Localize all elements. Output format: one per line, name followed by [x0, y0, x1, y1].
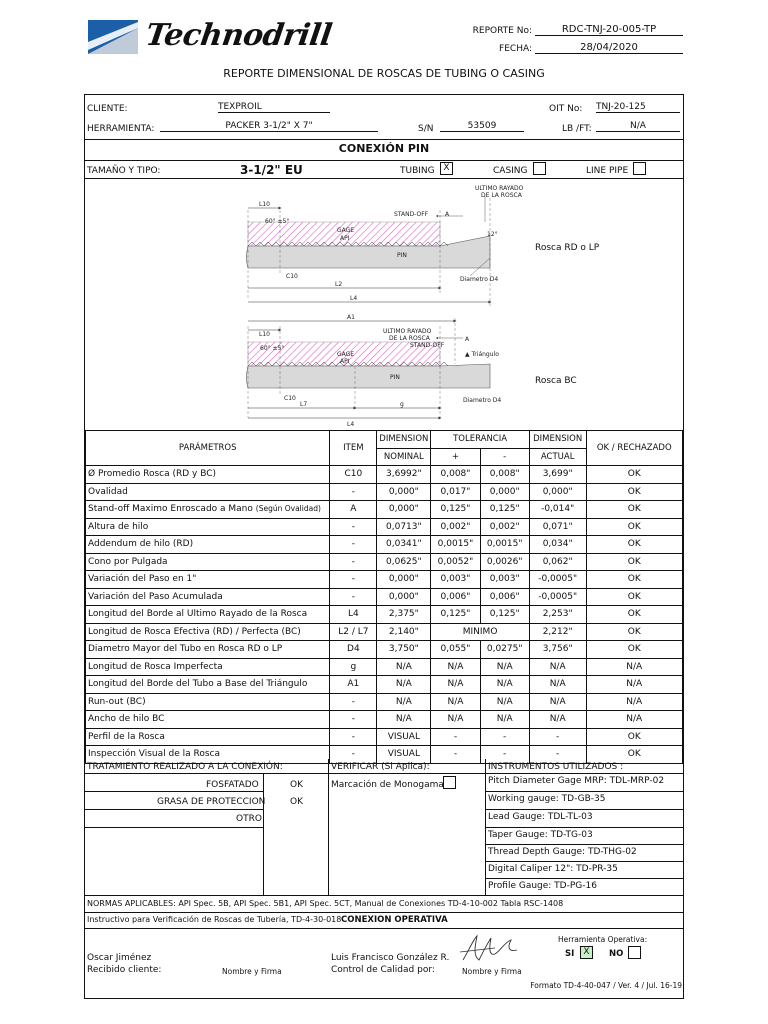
qc-sign-caption: Nombre y Firma — [462, 967, 522, 976]
header-dim-actual-1: DIMENSION — [529, 431, 586, 449]
label-l4-bottom: L4 — [347, 421, 355, 428]
connection-title: CONEXIÓN PIN — [338, 142, 430, 155]
table-row — [86, 571, 683, 589]
table-row — [86, 483, 683, 501]
rd-lp-label: Rosca RD o LP — [535, 243, 600, 253]
line-pipe-checkbox[interactable] — [633, 162, 646, 175]
label-gage-top: GAGE — [337, 227, 355, 234]
ok-cell: N/A — [586, 676, 682, 694]
ok-cell: OK — [586, 623, 682, 641]
tol-minus-cell: 0,003" — [480, 571, 529, 589]
qc-label: Control de Calidad por: — [331, 965, 435, 975]
tool-value: PACKER 3-1/2" X 7" — [160, 121, 378, 132]
label-a1: A1 — [347, 314, 355, 321]
table-row — [86, 658, 683, 676]
tol-plus-cell: - — [431, 728, 480, 746]
nominal-cell: 0,000" — [377, 483, 431, 501]
client-label: CLIENTE: — [87, 104, 128, 114]
tubing-label: TUBING — [400, 166, 435, 176]
header-dim-actual-2: ACTUAL — [529, 448, 586, 466]
actual-cell: N/A — [529, 658, 586, 676]
param-cell: Variación del Paso Acumulada — [86, 588, 330, 606]
actual-cell: 0,000" — [529, 483, 586, 501]
label-pin-top: PIN — [397, 252, 407, 259]
param-cell: Longitud del Borde del Tubo a Base del Triángulo — [86, 676, 330, 694]
table-header-row — [86, 431, 683, 449]
ok-cell: OK — [586, 606, 682, 624]
norms-line: NORMAS APLICABLES: API Spec. 5B, API Spec. 5B1, API Spec. 5CT, Manual de Conexiones TD-4-10-002 Tabla RSC-1408 — [87, 899, 564, 908]
form-footer: Formato TD-4-40-047 / Ver. 4 / Jul. 16-19 — [530, 981, 682, 990]
label-g: g — [400, 401, 404, 408]
item-cell: A — [330, 501, 377, 519]
ok-cell: OK — [586, 746, 682, 764]
nominal-cell: 0,0713" — [377, 518, 431, 536]
size-type-value: 3-1/2" EU — [240, 163, 303, 177]
tol-minus-cell: 0,0026" — [480, 553, 529, 571]
no-label: NO — [609, 949, 624, 959]
bc-label: Rosca BC — [535, 376, 577, 386]
ok-cell: N/A — [586, 711, 682, 729]
tol-plus-cell: N/A — [431, 658, 480, 676]
label-pin-bottom: PIN — [390, 374, 400, 381]
phosphate-label: FOSFATADO — [206, 780, 259, 790]
ok-cell: OK — [586, 483, 682, 501]
actual-cell: 0,071" — [529, 518, 586, 536]
tol-plus-cell: 0,125" — [431, 606, 480, 624]
client-value: TEXPROIL — [218, 102, 330, 113]
table-row — [86, 606, 683, 624]
monogram-label: Marcación de Monogama — [331, 780, 444, 790]
casing-checkbox[interactable] — [533, 162, 546, 175]
report-number-label: REPORTE No: — [472, 26, 532, 36]
bc-pin-drawing — [247, 318, 491, 418]
tol-minus-cell: N/A — [480, 711, 529, 729]
instrument-item: Pitch Diameter Gage MRP: TDL-MRP-02 — [488, 776, 665, 786]
item-cell: C10 — [330, 466, 377, 484]
header-ok-rechazado: OK / RECHAZADO — [586, 431, 682, 466]
nominal-cell: VISUAL — [377, 746, 431, 764]
table-row — [86, 693, 683, 711]
instrument-item: Thread Depth Gauge: TD-THG-02 — [488, 847, 637, 857]
table-row — [86, 466, 683, 484]
table-row — [86, 711, 683, 729]
ok-cell: N/A — [586, 693, 682, 711]
actual-cell: N/A — [529, 711, 586, 729]
grease-label: GRASA DE PROTECCION — [157, 797, 266, 807]
company-logo-mark — [88, 20, 138, 54]
param-cell: Longitud del Borde al Ultimo Rayado de la Rosca — [86, 606, 330, 624]
ok-cell: OK — [586, 501, 682, 519]
nominal-cell: N/A — [377, 658, 431, 676]
label-angle-bottom: 60° ±5° — [260, 345, 285, 352]
header-dim-nominal-1: DIMENSION — [377, 431, 431, 449]
oit-label: OIT No: — [549, 104, 583, 114]
operative-connection: CONEXION OPERATIVA — [341, 915, 448, 925]
ok-cell: OK — [586, 588, 682, 606]
tol-plus-cell: 0,008" — [431, 466, 480, 484]
tol-minus-cell: 0,0015" — [480, 536, 529, 554]
header-tolerancia: TOLERANCIA — [431, 431, 529, 449]
actual-cell: N/A — [529, 676, 586, 694]
ok-cell: OK — [586, 728, 682, 746]
casing-label: CASING — [493, 166, 528, 176]
nominal-cell: 0,0341" — [377, 536, 431, 554]
instrument-item: Lead Gauge: TDL-TL-03 — [488, 812, 593, 822]
header-plus: + — [431, 448, 480, 466]
param-cell: Diametro Mayor del Tubo en Rosca RD o LP — [86, 641, 330, 659]
item-cell: - — [330, 588, 377, 606]
qc-signature — [455, 930, 525, 968]
label-triangulo: ▲ Triángulo — [465, 351, 499, 358]
label-ultimo2-bottom: DE LA ROSCA — [389, 335, 430, 342]
item-cell: L2 / L7 — [330, 623, 377, 641]
ok-cell: OK — [586, 466, 682, 484]
label-ultimo1-top: ULTIMO RAYADO — [475, 185, 524, 192]
nominal-cell: 2,140" — [377, 623, 431, 641]
instrument-item: Working gauge: TD-GB-35 — [488, 794, 606, 804]
tol-minus-cell: 0,0275" — [480, 641, 529, 659]
label-l7: L7 — [300, 401, 308, 408]
param-cell: Cono por Pulgada — [86, 553, 330, 571]
table-row — [86, 746, 683, 764]
nominal-cell: N/A — [377, 711, 431, 729]
ok-cell: OK — [586, 518, 682, 536]
tol-minus-cell: N/A — [480, 693, 529, 711]
actual-cell: -0,014" — [529, 501, 586, 519]
item-cell: - — [330, 746, 377, 764]
actual-cell: 2,212" — [529, 623, 586, 641]
item-cell: - — [330, 711, 377, 729]
param-cell: Altura de hilo — [86, 518, 330, 536]
actual-cell: -0,0005" — [529, 588, 586, 606]
document-title: REPORTE DIMENSIONAL DE ROSCAS DE TUBING O CASING — [223, 67, 545, 80]
line-pipe-label: LINE PIPE — [586, 166, 629, 176]
rd-pin-drawing — [247, 196, 491, 308]
grease-value: OK — [290, 797, 303, 807]
tol-minus-cell: N/A — [480, 676, 529, 694]
qc-name: Luis Francisco González R. — [331, 953, 450, 963]
date-label: FECHA: — [499, 44, 532, 54]
serial-label: S/N — [418, 124, 434, 134]
date-value: 28/04/2020 — [535, 42, 683, 54]
header-parametros: PARÁMETROS — [86, 431, 330, 466]
client-receiver-label: Recibido cliente: — [87, 965, 162, 975]
item-cell: - — [330, 728, 377, 746]
tol-plus-cell: 0,055" — [431, 641, 480, 659]
tol-minus-cell: N/A — [480, 658, 529, 676]
table-row — [86, 588, 683, 606]
label-l10-top: L10 — [259, 201, 270, 208]
instrument-item: Profile Gauge: TD-PG-16 — [488, 881, 597, 891]
item-cell: - — [330, 693, 377, 711]
actual-cell: - — [529, 728, 586, 746]
label-l2: L2 — [335, 281, 343, 288]
oit-value: TNJ-20-125 — [596, 102, 680, 113]
nominal-cell: N/A — [377, 693, 431, 711]
item-cell: A1 — [330, 676, 377, 694]
phosphate-value: OK — [290, 780, 303, 790]
weight-label: LB /FT: — [562, 124, 592, 134]
label-diam-bottom: Diametro D4 — [463, 397, 502, 404]
actual-cell: N/A — [529, 693, 586, 711]
tol-minus-cell: - — [480, 728, 529, 746]
item-cell: g — [330, 658, 377, 676]
label-12deg: 12° — [487, 231, 498, 238]
operative-tool-label: Herramienta Operativa: — [558, 935, 648, 944]
label-diam-top: Diametro D4 — [460, 276, 499, 283]
header-dim-nominal-2: NOMINAL — [377, 448, 431, 466]
param-cell: Longitud de Rosca Imperfecta — [86, 658, 330, 676]
tolerance-span-cell: MINIMO — [431, 623, 529, 641]
nominal-cell: 0,000" — [377, 501, 431, 519]
ok-cell: OK — [586, 571, 682, 589]
param-cell: Addendum de hilo (RD) — [86, 536, 330, 554]
table-row — [86, 501, 683, 519]
instructive-text: Instructivo para Verificación de Roscas de Tubería, TD-4-30-018 — [87, 915, 342, 924]
item-cell: - — [330, 536, 377, 554]
no-checkbox[interactable] — [628, 946, 641, 959]
table-row — [86, 728, 683, 746]
ok-cell: OK — [586, 641, 682, 659]
item-cell: - — [330, 483, 377, 501]
actual-cell: 0,034" — [529, 536, 586, 554]
actual-cell: - — [529, 746, 586, 764]
serial-value: 53509 — [440, 121, 524, 132]
param-cell: Stand-off Maximo Enroscado a Mano (Según Ovalidad) — [86, 501, 330, 519]
actual-cell: 0,062" — [529, 553, 586, 571]
param-cell: Run-out (BC) — [86, 693, 330, 711]
table-row — [86, 641, 683, 659]
tol-plus-cell: 0,0015" — [431, 536, 480, 554]
monogram-checkbox[interactable] — [443, 776, 456, 789]
tol-minus-cell: 0,008" — [480, 466, 529, 484]
ok-cell: OK — [586, 553, 682, 571]
tol-plus-cell: 0,002" — [431, 518, 480, 536]
treatment-title: TRATAMIENTO REALIZADO A LA CONEXIÓN: — [87, 762, 283, 772]
param-cell: Ovalidad — [86, 483, 330, 501]
nominal-cell: 3,6992" — [377, 466, 431, 484]
label-ultimo2-top: DE LA ROSCA — [481, 192, 522, 199]
client-sign-caption: Nombre y Firma — [222, 967, 282, 976]
ok-cell: N/A — [586, 658, 682, 676]
tol-plus-cell: 0,003" — [431, 571, 480, 589]
instruments-title: INSTRUMENTOS UTILIZADOS : — [488, 762, 624, 772]
label-api-top: API — [340, 235, 350, 242]
nominal-cell: 2,375" — [377, 606, 431, 624]
tol-plus-cell: N/A — [431, 676, 480, 694]
header-item: ITEM — [330, 431, 377, 466]
size-type-label: TAMAÑO Y TIPO: — [87, 166, 161, 176]
param-cell: Inspección Visual de la Rosca — [86, 746, 330, 764]
tol-plus-cell: N/A — [431, 711, 480, 729]
instrument-item: Digital Caliper 12": TD-PR-35 — [488, 864, 618, 874]
tol-plus-cell: N/A — [431, 693, 480, 711]
nominal-cell: 3,750" — [377, 641, 431, 659]
company-logo-text: Technodrill — [143, 18, 334, 53]
tol-minus-cell: 0,006" — [480, 588, 529, 606]
ok-cell: OK — [586, 536, 682, 554]
table-row — [86, 676, 683, 694]
item-cell: - — [330, 571, 377, 589]
tol-minus-cell: 0,002" — [480, 518, 529, 536]
label-a-top: A — [445, 211, 450, 218]
label-c10-bottom: C10 — [284, 395, 296, 402]
instrument-item: Taper Gauge: TD-TG-03 — [488, 830, 593, 840]
nominal-cell: N/A — [377, 676, 431, 694]
other-label: OTRO — [236, 814, 262, 824]
item-cell: L4 — [330, 606, 377, 624]
nominal-cell: 0,000" — [377, 571, 431, 589]
table-row — [86, 553, 683, 571]
nominal-cell: 0,0625" — [377, 553, 431, 571]
tol-minus-cell: - — [480, 746, 529, 764]
label-a-bottom: A — [465, 336, 470, 343]
report-number-value: RDC-TNJ-20-005-TP — [535, 24, 683, 36]
param-cell: Perfil de la Rosca — [86, 728, 330, 746]
table-row — [86, 518, 683, 536]
label-l4-top: L4 — [350, 295, 358, 302]
tol-plus-cell: - — [431, 746, 480, 764]
param-cell: Longitud de Rosca Efectiva (RD) / Perfecta (BC) — [86, 623, 330, 641]
weight-value: N/A — [596, 121, 680, 132]
label-c10-top: C10 — [286, 273, 298, 280]
nominal-cell: 0,000" — [377, 588, 431, 606]
label-standoff-bottom: STAND-OFF — [410, 342, 445, 349]
client-receiver-name: Oscar Jiménez — [87, 953, 152, 963]
label-ultimo1-bottom: ULTIMO RAYADO — [383, 328, 432, 335]
item-cell: D4 — [330, 641, 377, 659]
yes-checkbox[interactable]: X — [580, 946, 593, 959]
tol-minus-cell: 0,125" — [480, 606, 529, 624]
item-cell: - — [330, 553, 377, 571]
tol-minus-cell: 0,125" — [480, 501, 529, 519]
actual-cell: -0,0005" — [529, 571, 586, 589]
label-standoff-top: STAND-OFF — [394, 211, 429, 218]
param-cell: Variación del Paso en 1" — [86, 571, 330, 589]
label-angle-top: 60° ±5° — [265, 218, 290, 225]
table-row — [86, 536, 683, 554]
tool-label: HERRAMIENTA: — [87, 124, 155, 134]
tol-plus-cell: 0,0052" — [431, 553, 480, 571]
param-cell: Ø Promedio Rosca (RD y BC) — [86, 466, 330, 484]
item-cell: - — [330, 518, 377, 536]
label-l10-bottom: L10 — [259, 331, 270, 338]
actual-cell: 3,756" — [529, 641, 586, 659]
label-gage-bottom: GAGE — [337, 351, 355, 358]
tol-plus-cell: 0,006" — [431, 588, 480, 606]
nominal-cell: VISUAL — [377, 728, 431, 746]
tol-plus-cell: 0,017" — [431, 483, 480, 501]
tol-plus-cell: 0,125" — [431, 501, 480, 519]
verify-title: VERIFICAR (Si Aplica): — [331, 762, 430, 772]
table-row — [86, 623, 683, 641]
thread-diagram — [85, 178, 683, 430]
header-minus: - — [480, 448, 529, 466]
param-cell: Ancho de hilo BC — [86, 711, 330, 729]
actual-cell: 2,253" — [529, 606, 586, 624]
parameters-table — [85, 430, 683, 764]
yes-label: SI — [565, 949, 575, 959]
actual-cell: 3,699" — [529, 466, 586, 484]
label-api-bottom: API — [340, 358, 350, 365]
tubing-checkbox[interactable]: X — [440, 162, 453, 175]
tol-minus-cell: 0,000" — [480, 483, 529, 501]
